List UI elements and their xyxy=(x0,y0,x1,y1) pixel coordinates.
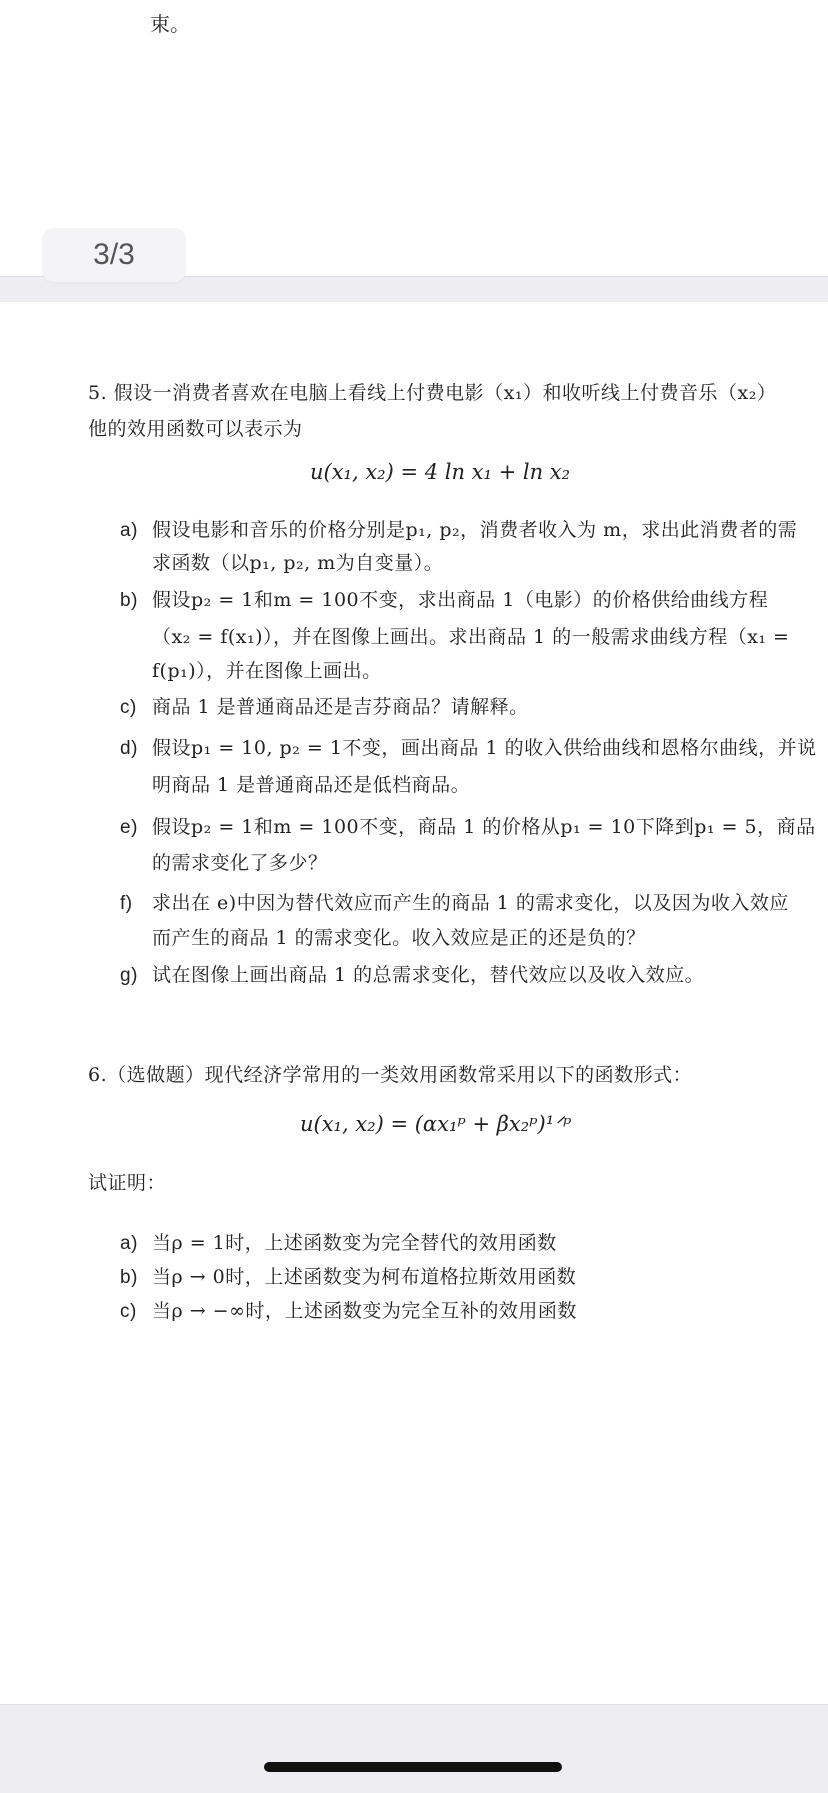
q5-item-a-line2: 求函数（以p₁, p₂, m为自变量）。 xyxy=(152,552,444,574)
q6-item-a xyxy=(120,1228,557,1255)
q5-item-b-line1: 假设p₂ = 1和m = 100不变，求出商品 1（电影）的价格供给曲线方程 xyxy=(152,589,769,611)
q5-item-f-line1: 求出在 e)中因为替代效应而产生的商品 1 的需求变化，以及因为收入效应 xyxy=(152,892,789,914)
q5-utility-equation: u(x₁, x₂) = 4 ln x₁ + ln x₂ xyxy=(310,460,571,484)
previous-page-tail-text: 束。 xyxy=(150,12,190,36)
q5-item-g-line1: 试在图像上画出商品 1 的总需求变化，替代效应以及收入效应。 xyxy=(152,964,705,986)
q6-intro: 6.（选做题）现代经济学常用的一类效用函数常采用以下的函数形式： xyxy=(88,1064,693,1086)
q5-item-b-mark: b) xyxy=(120,590,138,611)
q5-item-d-line2: 明商品 1 是普通商品还是低档商品。 xyxy=(152,774,471,796)
q6-item-b xyxy=(120,1262,576,1289)
q5-item-d xyxy=(120,733,817,760)
q6-item-b-mark: b) xyxy=(120,1267,138,1288)
q5-intro-line1: 5. 假设一消费者喜欢在电脑上看线上付费电影（x₁）和收听线上付费音乐（x₂） xyxy=(88,382,777,404)
q5-item-b-line2: （x₂ = f(x₁)），并在图像上画出。求出商品 1 的一般需求曲线方程（x₁ = xyxy=(152,626,790,648)
q5-intro-line2: 他的效用函数可以表示为 xyxy=(88,418,303,440)
q5-item-c-mark: c) xyxy=(120,697,137,718)
q5-item-a xyxy=(120,515,797,542)
q5-item-f-line2: 而产生的商品 1 的需求变化。收入效应是正的还是负的？ xyxy=(152,927,646,949)
q5-item-f-mark: f) xyxy=(120,893,133,914)
q5-item-c xyxy=(120,692,529,719)
q5-item-e-line2: 的需求变化了多少？ xyxy=(152,852,328,874)
q6-item-b-text: 当ρ → 0时，上述函数变为柯布道格拉斯效用函数 xyxy=(152,1266,577,1288)
q5-item-e xyxy=(120,812,816,839)
q5-item-a-mark: a) xyxy=(120,520,138,541)
q5-item-g xyxy=(120,960,704,987)
q5-item-d-line1: 假设p₁ = 10, p₂ = 1不变，画出商品 1 的收入供给曲线和恩格尔曲线，并说 xyxy=(152,737,817,759)
q5-item-f xyxy=(120,888,789,915)
document-page xyxy=(0,302,828,1702)
q6-item-c xyxy=(120,1296,577,1323)
q5-item-e-line1: 假设p₂ = 1和m = 100不变，商品 1 的价格从p₁ = 10下降到p₁ = 5，商品 xyxy=(152,816,816,838)
q6-item-a-mark: a) xyxy=(120,1233,138,1254)
q5-item-a-line1: 假设电影和音乐的价格分别是p₁, p₂，消费者收入为 m，求出此消费者的需 xyxy=(152,519,798,541)
q5-item-g-mark: g) xyxy=(120,965,138,986)
q5-item-d-mark: d) xyxy=(120,738,138,759)
q6-prove-label: 试证明： xyxy=(88,1172,167,1194)
q6-item-a-text: 当ρ = 1时，上述函数变为完全替代的效用函数 xyxy=(152,1232,557,1254)
q6-utility-equation: u(x₁, x₂) = (αx₁ᵖ + βx₂ᵖ)¹ᐟᵖ xyxy=(300,1112,572,1136)
q5-item-e-mark: e) xyxy=(120,817,138,838)
q5-item-b xyxy=(120,585,768,612)
bottom-band xyxy=(0,1704,828,1793)
page-indicator: 3/3 xyxy=(42,228,186,282)
q6-item-c-text: 当ρ → −∞时，上述函数变为完全互补的效用函数 xyxy=(152,1300,577,1322)
q6-item-c-mark: c) xyxy=(120,1301,137,1322)
q5-item-b-line3: f(p₁)），并在图像上画出。 xyxy=(152,660,382,682)
home-indicator[interactable] xyxy=(264,1762,562,1772)
q5-item-c-line1: 商品 1 是普通商品还是吉芬商品？请解释。 xyxy=(152,696,529,718)
